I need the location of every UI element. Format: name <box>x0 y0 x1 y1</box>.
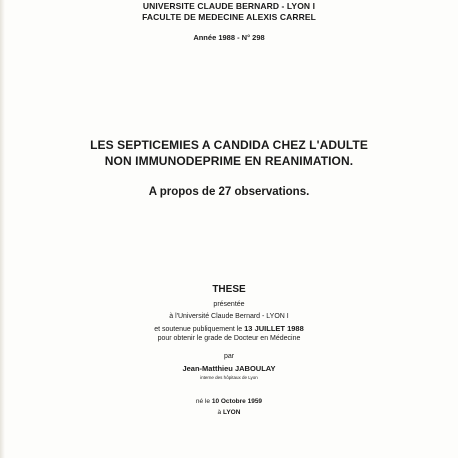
birth-prefix: né le <box>195 398 212 405</box>
thesis-title-line-2: NON IMMUNODEPRIME EN REANIMATION. <box>104 154 354 168</box>
by-label: par <box>223 353 235 360</box>
presented-label: présentée <box>213 301 245 308</box>
degree-line: pour obtenir le grade de Docteur en Médecine <box>157 335 301 342</box>
year-and-number: Année 1988 - N° 298 <box>193 33 265 42</box>
author-role: interne des hôpitaux de Lyon <box>200 375 258 380</box>
thesis-heading: THESE <box>212 284 246 295</box>
faculty-name: FACULTE DE MEDECINE ALEXIS CARREL <box>142 12 316 22</box>
thesis-title-line-1: LES SEPTICEMIES A CANDIDA CHEZ L'ADULTE <box>90 138 368 152</box>
page-edge-shadow <box>0 0 5 458</box>
birth-city: LYON <box>222 409 241 416</box>
defense-date: 13 JUILLET 1988 <box>244 324 304 333</box>
birth-city-line <box>0 409 458 416</box>
birth-line <box>0 398 458 405</box>
university-name: UNIVERSITE CLAUDE BERNARD - LYON I <box>142 1 316 11</box>
defense-line <box>0 324 458 333</box>
city-prefix: à <box>217 409 223 416</box>
defense-prefix: et soutenue publiquement le <box>154 326 245 333</box>
author-name: Jean-Matthieu JABOULAY <box>182 364 276 373</box>
birth-date: 10 Octobre 1959 <box>211 398 263 405</box>
presented-university: à l'Université Claude Bernard - LYON I <box>169 313 289 320</box>
thesis-subtitle: A propos de 27 observations. <box>148 186 310 198</box>
